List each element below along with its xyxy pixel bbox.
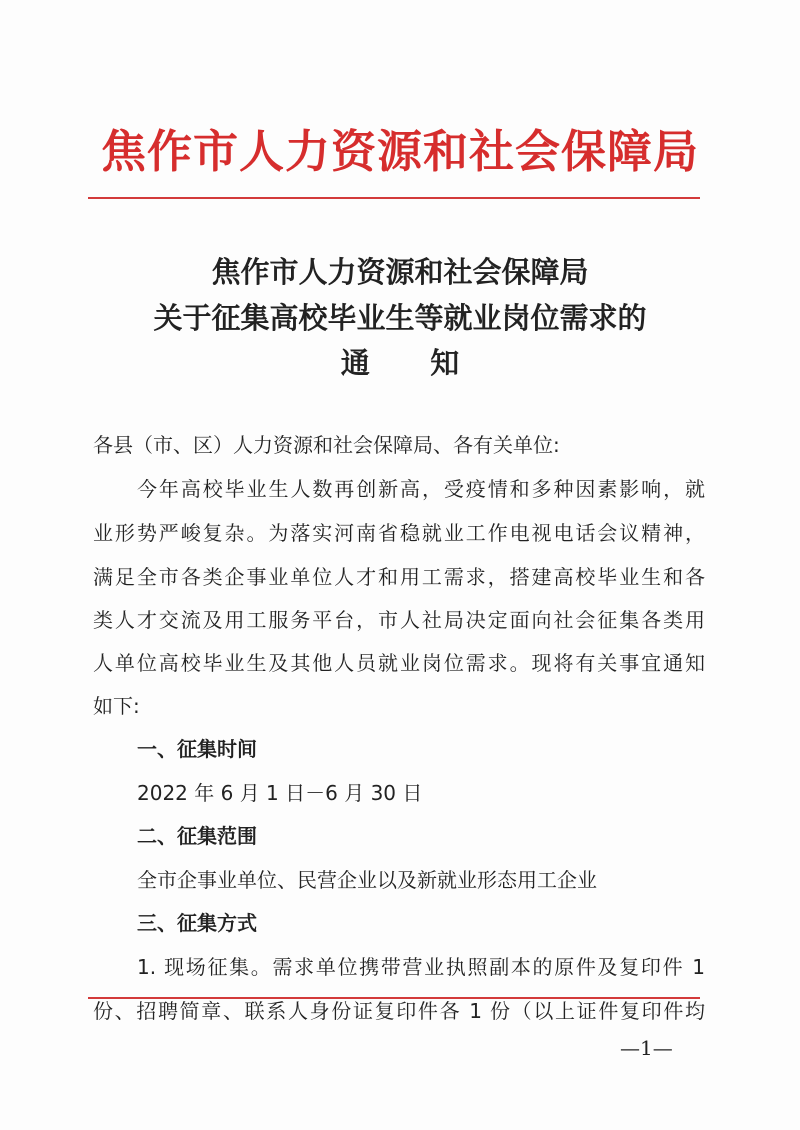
document-title-line-2: 关于征集高校毕业生等就业岗位需求的 — [153, 301, 647, 335]
letterhead-divider — [88, 197, 700, 199]
section-body-method-line: 份、招聘简章、联系人身份证复印件各 1 份（以上证件复印件均 — [93, 999, 705, 1023]
intro-paragraph-line: 如下: — [93, 694, 140, 718]
intro-paragraph-line: 业形势严峻复杂。为落实河南省稳就业工作电视电话会议精神， — [93, 521, 705, 545]
section-heading-method: 三、征集方式 — [137, 911, 257, 935]
footer-divider — [88, 997, 700, 999]
intro-paragraph-line: 满足全市各类企事业单位人才和用工需求，搭建高校毕业生和各 — [93, 565, 705, 589]
section-body-scope: 全市企事业单位、民营企业以及新就业形态用工企业 — [137, 868, 597, 892]
section-heading-scope: 二、征集范围 — [137, 824, 257, 848]
intro-paragraph-line: 类人才交流及用工服务平台，市人社局决定面向社会征集各类用 — [93, 608, 705, 632]
page-number: —1— — [620, 1036, 673, 1060]
intro-paragraph-line: 人单位高校毕业生及其他人员就业岗位需求。现将有关事宜通知 — [93, 651, 705, 675]
salutation: 各县（市、区）人力资源和社会保障局、各有关单位: — [93, 433, 560, 457]
document-title-line-3: 通 知 — [340, 346, 460, 380]
section-body-time: 2022 年 6 月 1 日－6 月 30 日 — [137, 781, 423, 805]
letterhead-title: 焦作市人力资源和社会保障局 — [100, 125, 699, 178]
section-body-method-line: 1. 现场征集。需求单位携带营业执照副本的原件及复印件 1 — [137, 955, 705, 979]
document-title-line-1: 焦作市人力资源和社会保障局 — [211, 255, 589, 289]
intro-paragraph-line: 今年高校毕业生人数再创新高，受疫情和多种因素影响，就 — [137, 477, 705, 501]
section-heading-time: 一、征集时间 — [137, 737, 257, 761]
